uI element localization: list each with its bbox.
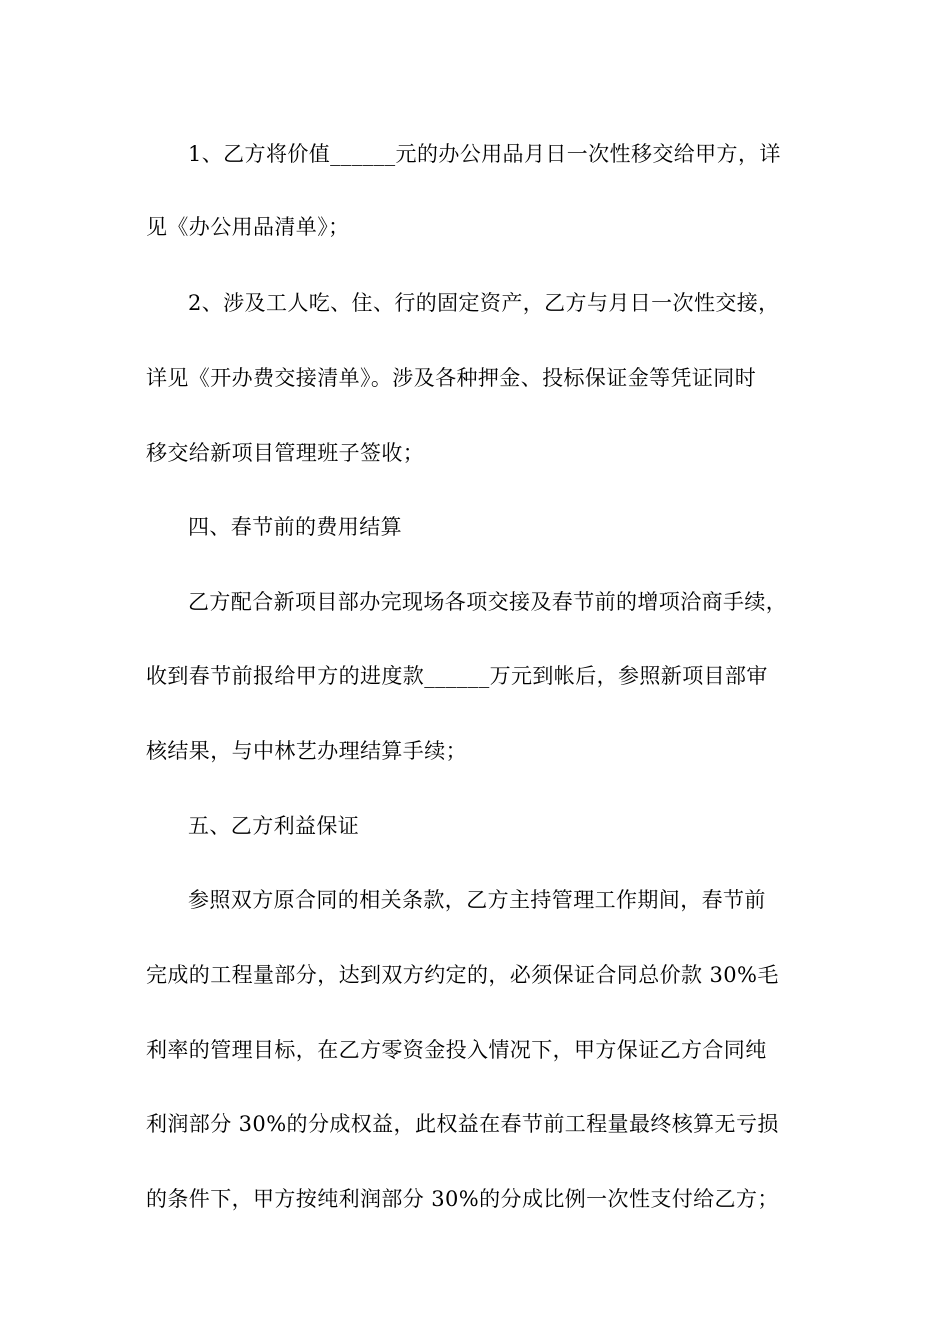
text-line-3: 2、涉及工人吃、住、行的固定资产，乙方与月日一次性交接， — [188, 291, 780, 315]
text-line-5: 移交给新项目管理班子签收； — [146, 441, 425, 465]
text-line-1: 1、乙方将价值______元的办公用品月日一次性移交给甲方，详 — [188, 142, 781, 166]
text-line-13: 利率的管理目标，在乙方零资金投入情况下，甲方保证乙方合同纯 — [146, 1038, 767, 1062]
section-heading-4: 四、春节前的费用结算 — [188, 515, 402, 539]
text-line-11: 参照双方原合同的相关条款，乙方主持管理工作期间，春节前 — [188, 888, 766, 912]
text-line-15: 的条件下，甲方按纯利润部分 30%的分成比例一次性支付给乙方； — [146, 1187, 779, 1211]
text-line-12: 完成的工程量部分，达到双方约定的，必须保证合同总价款 30%毛 — [146, 963, 779, 987]
text-line-2: 见《办公用品清单》； — [146, 215, 350, 239]
text-line-9: 核结果，与中林艺办理结算手续； — [146, 739, 467, 763]
text-line-14: 利润部分 30%的分成权益，此权益在春节前工程量最终核算无亏损 — [146, 1112, 779, 1136]
text-line-4: 详见《开办费交接清单》。涉及各种押金、投标保证金等凭证同时 — [146, 366, 757, 390]
text-line-8: 收到春节前报给甲方的进度款______万元到帐后，参照新项目部审 — [146, 664, 768, 688]
text-line-7: 乙方配合新项目部办完现场各项交接及春节前的增项洽商手续， — [188, 590, 788, 614]
section-heading-5: 五、乙方利益保证 — [188, 814, 360, 838]
